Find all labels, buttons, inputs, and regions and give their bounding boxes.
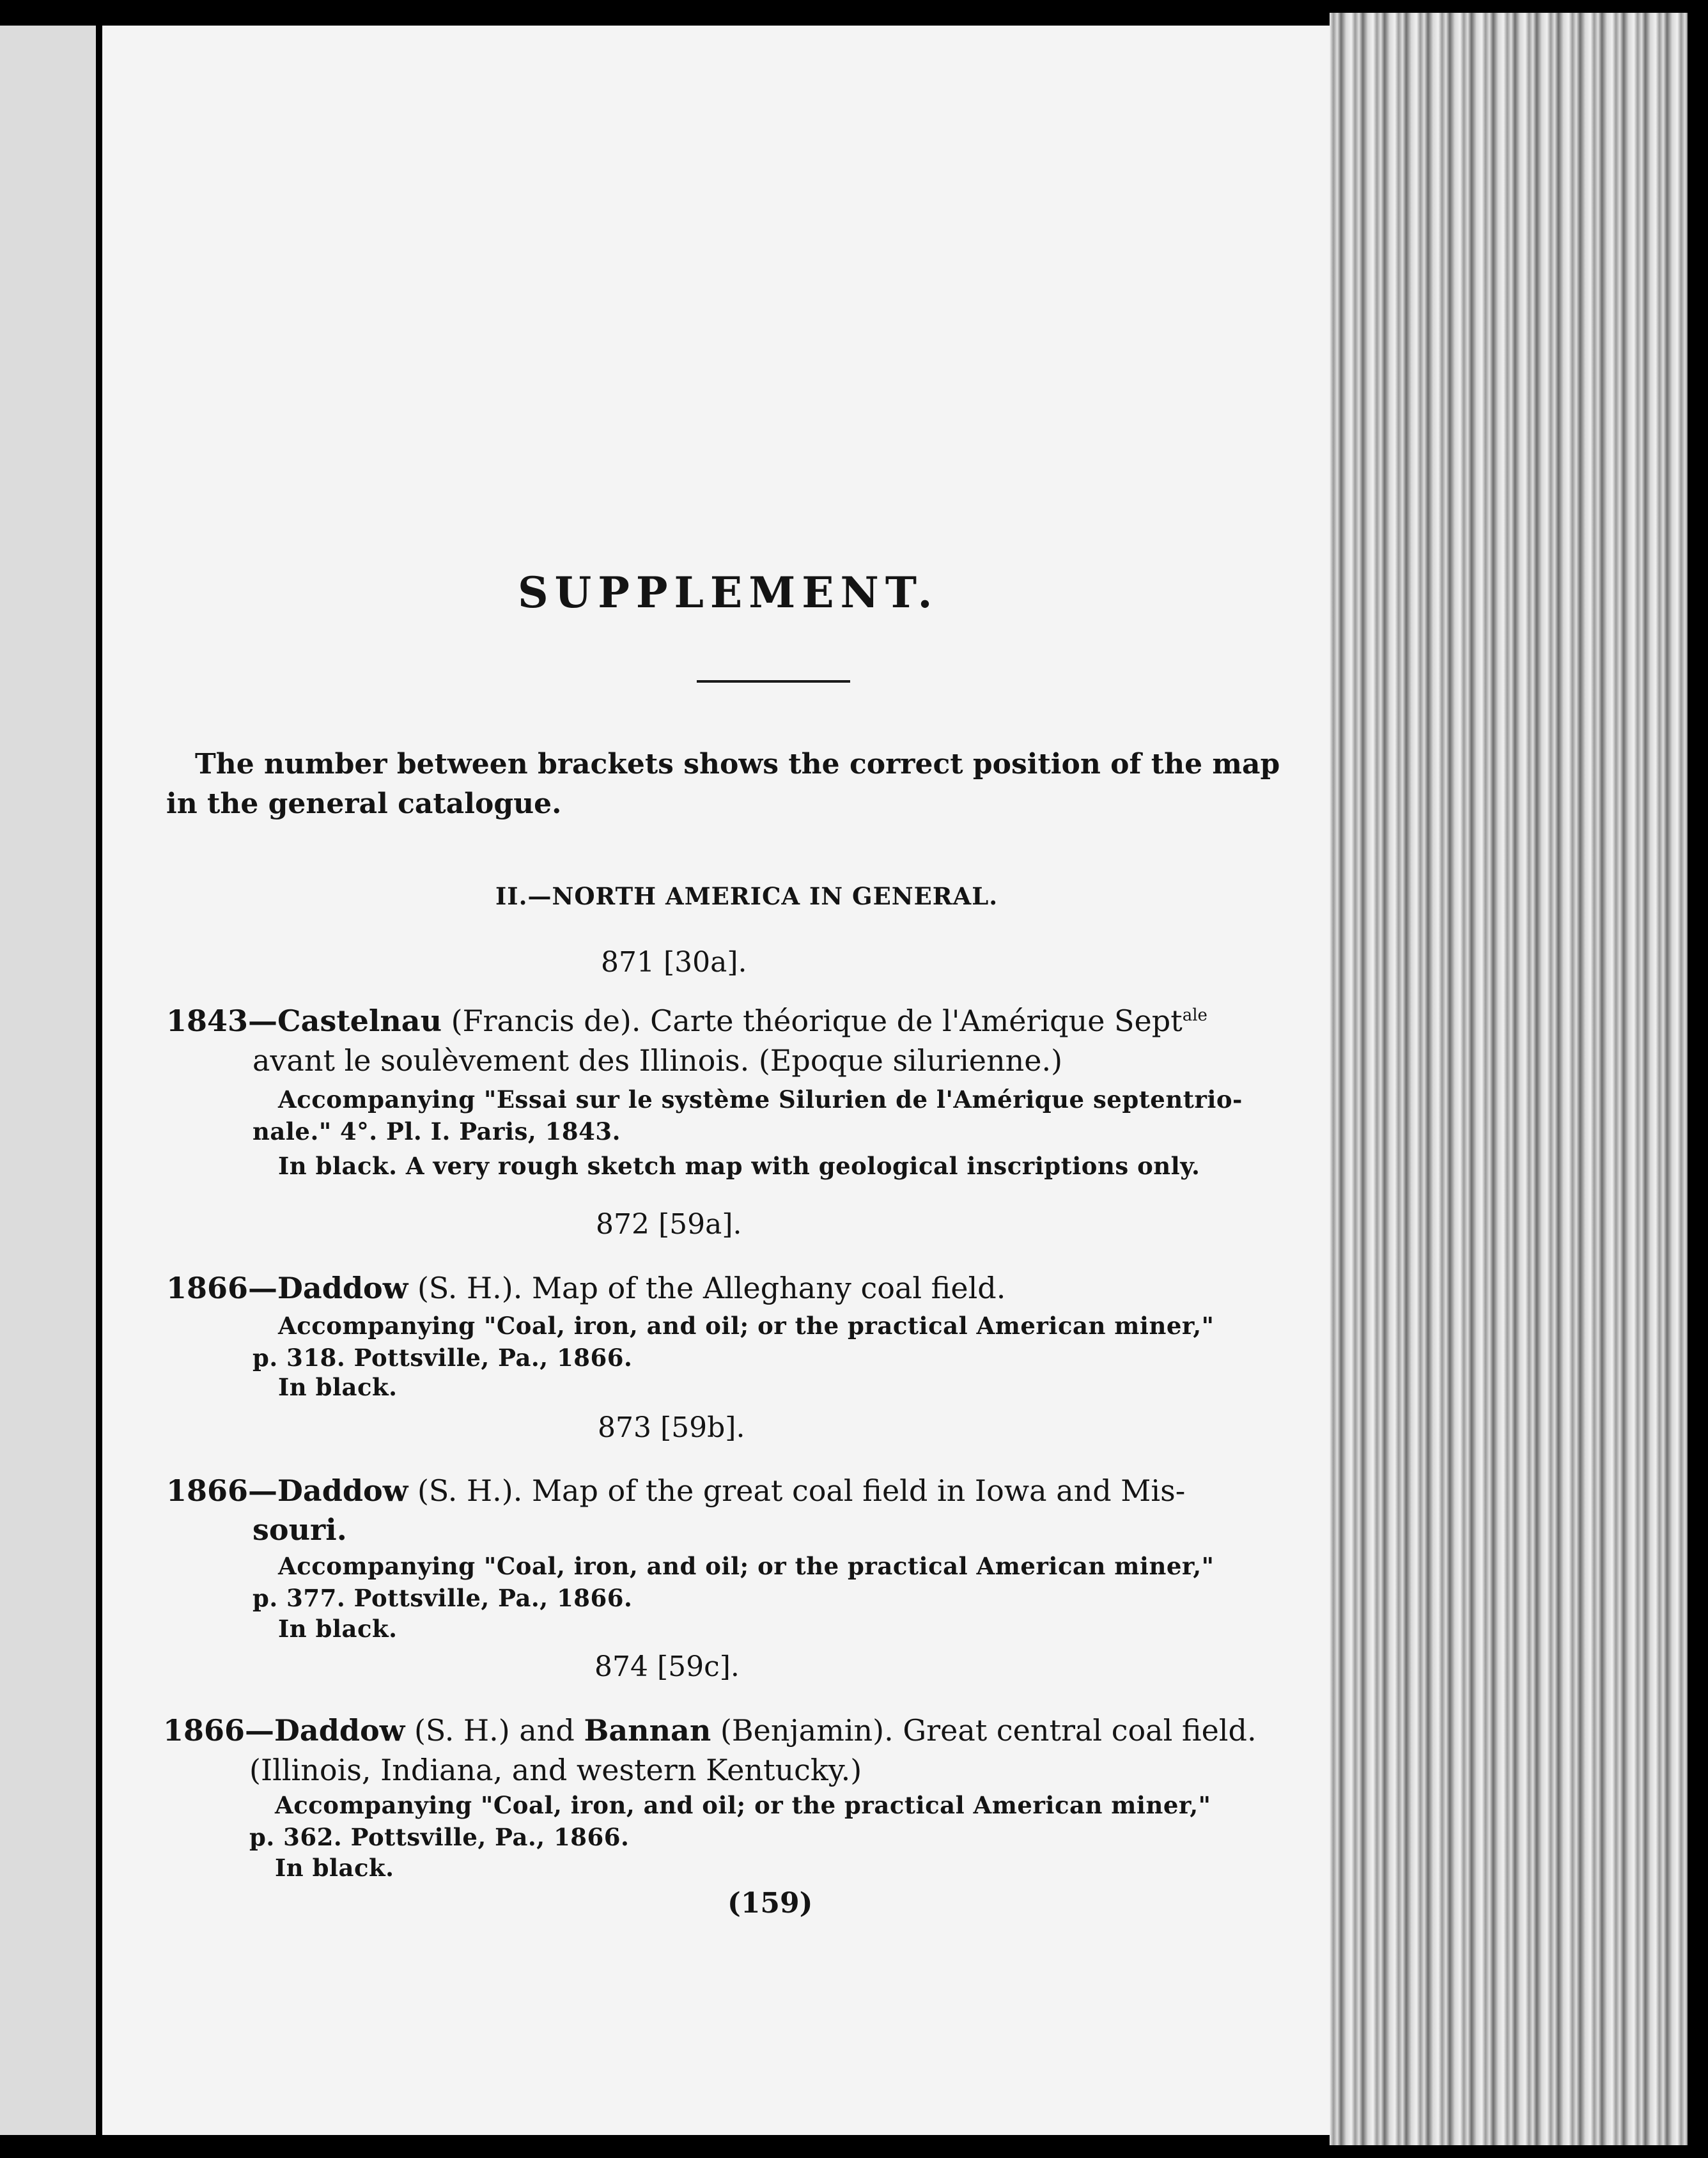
page-number: (159) <box>727 1887 813 1920</box>
entry-year: 1866— <box>166 1473 278 1508</box>
entry-title-continued: souri. <box>252 1512 347 1547</box>
intro-line-2: in the general catalogue. <box>166 788 562 820</box>
entry-note: In black. <box>278 1615 398 1643</box>
page-title: SUPPLEMENT. <box>518 568 939 617</box>
entry-note: Accompanying "Coal, iron, and oil; or the practical American miner," <box>275 1791 1211 1819</box>
entry-heading <box>166 1004 1207 1038</box>
entry-title: (S. H.) and <box>414 1713 575 1748</box>
entry-year: 1866— <box>163 1713 275 1748</box>
entry-number: 873 [59b]. <box>598 1411 745 1444</box>
entry-title: (S. H.). Map of the great coal field in Iowa and Mis- <box>417 1473 1186 1508</box>
entry-title: (S. H.). Map of the Alleghany coal field. <box>417 1271 1006 1305</box>
entry-title-continued: avant le soulèvement des Illinois. (Epoque silurienne.) <box>252 1043 1063 1078</box>
entry-number: 874 [59c]. <box>594 1650 740 1683</box>
facing-page-edge <box>0 26 96 2135</box>
entry-note: Accompanying "Essai sur le système Silurien de l'Amérique septentrio- <box>278 1085 1243 1114</box>
entry-note: p. 318. Pottsville, Pa., 1866. <box>252 1344 633 1372</box>
entry-year: 1866— <box>166 1271 278 1305</box>
entry-note: Accompanying "Coal, iron, and oil; or the practical American miner," <box>278 1552 1215 1580</box>
entry-number: 872 [59a]. <box>596 1208 742 1241</box>
entry-author-2: Bannan <box>584 1713 711 1748</box>
section-heading: II.—NORTH AMERICA IN GENERAL. <box>495 882 998 910</box>
book-page <box>102 26 1330 2135</box>
entry-note: In black. <box>278 1373 398 1401</box>
entry-note: p. 377. Pottsville, Pa., 1866. <box>252 1584 633 1612</box>
entry-title-continued: (Illinois, Indiana, and western Kentucky.) <box>249 1753 862 1787</box>
entry-note: p. 362. Pottsville, Pa., 1866. <box>249 1823 630 1851</box>
entry-note: nale." 4°. Pl. I. Paris, 1843. <box>252 1117 621 1145</box>
entry-heading <box>166 1271 1005 1305</box>
entry-title-superscript: ale <box>1182 1005 1207 1025</box>
entry-author: Daddow <box>277 1473 408 1508</box>
title-rule <box>697 680 850 683</box>
entry-note: Accompanying "Coal, iron, and oil; or the practical American miner," <box>278 1312 1215 1340</box>
entry-heading <box>163 1713 1257 1748</box>
book-fore-edge <box>1330 13 1688 2145</box>
entry-note: In black. A very rough sketch map with geological inscriptions only. <box>278 1152 1200 1180</box>
entry-author: Daddow <box>277 1271 408 1305</box>
entry-heading <box>166 1473 1185 1508</box>
entry-title: (Francis de). Carte théorique de l'Amérique Sept <box>451 1004 1183 1038</box>
entry-year: 1843— <box>166 1004 278 1038</box>
entry-author: Daddow <box>274 1713 405 1748</box>
entry-number: 871 [30a]. <box>601 946 747 979</box>
entry-title: (Benjamin). Great central coal field. <box>720 1713 1257 1748</box>
intro-line-1: The number between brackets shows the correct position of the map <box>195 748 1280 780</box>
entry-note: In black. <box>275 1854 394 1882</box>
entry-author: Castelnau <box>277 1004 442 1038</box>
